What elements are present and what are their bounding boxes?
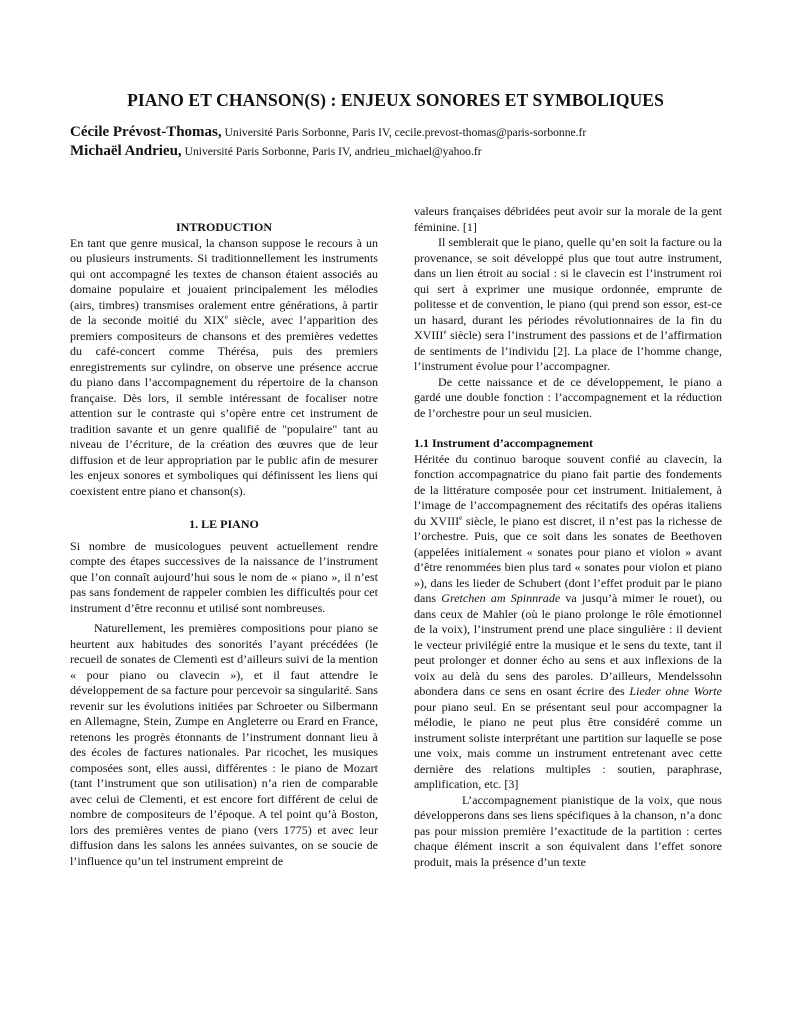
body-paragraph: Il semblerait que le piano, quelle qu’en soit la facture ou la provenance, se soit développé plus que tout autre instrument, dans un lien étroit au social : si le clavecin est l’instrument roi qui sert à exprimer une musique ordonnée, emprunte de politesse et de convention, le piano (qui prend son essor, est-ce un hasard, durant les périodes révolutionnaires de la fin du XVIIIe siècle) sera l’instrument des passions et de l’affirmation de sentiments de l’individu [2]. La place de l’homme change, l’instrument évolue pour l’accompagner. bbox=[414, 235, 722, 373]
section-heading-introduction: INTRODUCTION bbox=[175, 220, 272, 234]
left-column bbox=[70, 220, 378, 869]
body-paragraph: Naturellement, les premières compositions pour piano se heurtent aux habitudes des sonorités l’ayant précédées (le recueil de sonates de Clementi est d’ailleurs suivi de la mention « pour piano ou clavecin »), et il faut attendre le développement de sa facture pour percevoir sa singularité. Sans revenir sur les évolutions initiées par Schroeter ou Silbermann en Allemagne, Stein, Zumpe en Angleterre ou Erard en France, retenons les progrès étonnants de l’instrument donnant lieu à des écoles de factures nationales. Par ricochet, les musiques composées sont, elles aussi, différentes : le piano de Mozart (tant l’instrument que son utilisation) n’a rien de comparable avec celui de Clementi, et est encore fort différent de celui de nombre de compositeurs de l’époque. A tel point qu’à Boston, lors des premières ventes de piano (vers 1775) et avec leur diffusion dans les salons les années suivantes, on se soucie de l’influence qu’un tel instrument empreint de bbox=[70, 621, 378, 868]
author-1 bbox=[70, 124, 586, 141]
body-paragraph: valeurs françaises débridées peut avoir sur la morale de la gent féminine. [1] bbox=[414, 204, 722, 234]
section-heading-piano: 1. LE PIANO bbox=[189, 517, 259, 531]
body-paragraph: L’accompagnement pianistique de la voix, que nous développerons dans ses liens spécifiques à la chanson, n’a donc pas pour mission première l’exactitude de la partition : certes chaque élément inscrit a son équivalent dans l’effet sonore produit, mais la présence d’un texte bbox=[414, 792, 722, 869]
body-paragraph: Héritée du continuo baroque souvent confié au clavecin, la fonction accompagnatrice du piano fait partie des fondements de la littérature composée pour cet instrument. Initialement, à l’image de l’accompagnement des récitatifs des opéras italiens du XVIIIe siècle, le piano est discret, il n’est pas la richesse de l’orchestre. Puis, que ce soit dans les sonates de Beethoven (appelées initialement « sonates pour piano et violon » avant d’être renommées bien plus tard « sonates pour violon et piano »), dans les lieder de Schubert (dont l’effet produit par le piano dans Gretchen am Spinnrade va jusqu’à mimer le rouet), ou dans ceux de Mahler (où le piano prolonge le rôle émotionnel de la voix), l’instrument prend une place singulière : il devient le vecteur privilégié entre la musique et le sens du texte, tant il peut prolonger et donner écho au sens et aux inflexions de la voix au delà du sens des paroles. D’ailleurs, Mendelssohn abondera dans ce sens en osant écrire des Lieder ohne Worte pour piano seul. En se présentant seul pour accompagner la mélodie, le piano ne peut plus être considéré comme un instrument soliste interprétant une partition sur laquelle se pose une voix, mais comme un instrument entretenant avec cette dernière des relations multiples : soutien, paraphrase, amplification, etc. [3] bbox=[414, 451, 723, 791]
intro-paragraph: En tant que genre musical, la chanson suppose le recours à un ou plusieurs instruments. Si traditionnellement les instruments qui ont accompagné les textes de chanson étaient associés au domaine populaire et jouaient principalement les mélodies (airs, timbres) transmises oralement entre générations, à partir de la seconde moitié du XIXe siècle, avec l’apparition des premiers compositeurs de chansons et des premières vedettes du café-concert comme Thérésa, puis des premiers enregistrements sur cylindre, on observe une présence accrue du piano dans l’accompagnement du répertoire de la chanson française. Dès lors, il semble intéressant de focaliser notre attention sur le contraste qui s’opère entre cet instrument de tradition savante et un genre qualifié de "populaire" tant au niveau de l’écriture, de la création des œuvres que de leur diffusion et de leur appropriation par le public afin de mesurer les enjeux sonores et symboliques qui définissent les liens qui coexistent entre piano et chanson(s). bbox=[70, 235, 378, 498]
author-affiliation: Université Paris Sorbonne, Paris IV, cecile.prevost-thomas@paris-sorbonne.fr bbox=[221, 126, 587, 139]
author-affiliation: Université Paris Sorbonne, Paris IV, andrieu_michael@yahoo.fr bbox=[181, 145, 482, 158]
subsection-heading: 1.1 Instrument d’accompagnement bbox=[414, 436, 593, 450]
author-2 bbox=[70, 143, 482, 160]
body-paragraph: Si nombre de musicologues peuvent actuellement rendre compte des étapes successives de la naissance de l’instrument que l’on connaît aujourd’hui sous le nom de « piano », il n’est pas sans fondement de rappeler combien les difficultés pour cet instrument d’être reconnu et utilisé sont nombreuses. bbox=[70, 538, 378, 615]
right-column bbox=[414, 204, 722, 870]
author-name: Cécile Prévost-Thomas, bbox=[70, 124, 222, 140]
body-paragraph: De cette naissance et de ce développement, le piano a gardé une double fonction : l’accompagnement et la réduction de l’orchestre pour un seul musicien. bbox=[414, 374, 722, 420]
author-name: Michaël Andrieu, bbox=[70, 143, 182, 159]
paper-title: PIANO ET CHANSON(S) : ENJEUX SONORES ET SYMBOLIQUES bbox=[127, 90, 664, 110]
